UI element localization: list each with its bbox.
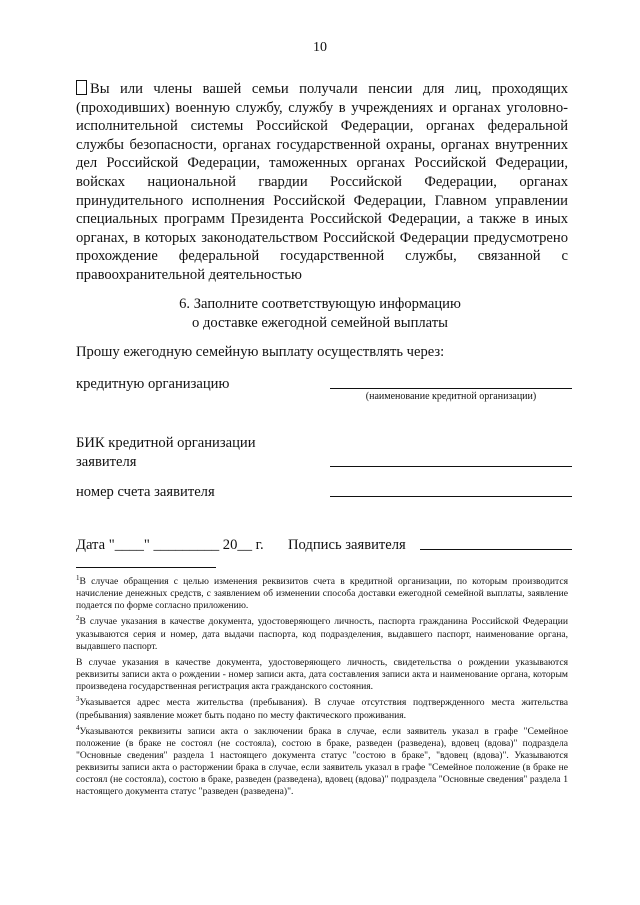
footnote-separator (76, 567, 216, 568)
pension-paragraph (76, 80, 568, 285)
delivery-request-text: Прошу ежегодную семейную выплату осуществлять через: (76, 344, 445, 360)
date-field[interactable]: Дата "____" _________ 20__ г. (76, 537, 264, 553)
account-label: номер счета заявителя (76, 484, 215, 500)
section-6-title (0, 295, 640, 332)
credit-org-label: кредитную организацию (76, 376, 230, 392)
bik-field[interactable] (330, 466, 572, 467)
bik-label-line1: БИК кредитной организации (76, 435, 256, 451)
footnote-4: $^4$Указываются реквизиты записи акта о заключении брака в случае, если заявитель указал в графе "Семейное положение (в браке не состоял (не состояла), состою в браке, разведен (разведена), вдовец (вдова)" подраздела "Основные сведения" раздела 1 настоящего документа статус "состою в браке", "вдовец (вдова)". Указываются реквизиты записи акта о расторжении брака в случае, если заявитель указал в графе "Семейное положение (в браке не состоял (не состояла), состою в браке, разведен (разведена), вдовец (вдова)" подраздела "Основные сведения" раздела 1 настоящего документа статус "разведен (разведена)". (76, 723, 568, 798)
pension-paragraph-text: Вы или члены вашей семьи получали пенсии для лиц, проходящих (проходивших) военную службу, службу в учреждениях и органах уголовно-исполнительной системы Российской Федерации, органах федеральной службы безопасности, органах государственной охраны, органах внутренних дел Российской Федерации, таможенных органах Российской Федерации, войсках национальной гвардии Российской Федерации, органах принудительного исполнения Российской Федерации, Главном управлении специальных программ Президента Российской Федерации, а также в иных органах, в которых законодательством Российской Федерации предусмотрено прохождение федеральной государственной службы, связанной с правоохранительной деятельностью (76, 81, 568, 283)
pension-checkbox[interactable] (76, 80, 87, 95)
footnote-3: $^3$Указывается адрес места жительства (пребывания). В случае отсутствия подтвержденного места жительства (пребывания) заявление может быть подано по месту фактического проживания. (76, 695, 568, 721)
account-field[interactable] (330, 496, 572, 497)
signature-field[interactable] (420, 549, 572, 550)
bik-label-line2: заявителя (76, 454, 137, 470)
section-6-title-line1: 6. Заполните соответствующую информацию (179, 296, 461, 312)
footnote-1: $^1$В случае обращения с целью изменения реквизитов счета в кредитной организации, по которым производится начисление денежных средств, с заявлением об изменении способа доставки ежегодной семейной выплаты, заявление подается по форме согласно приложению. (76, 574, 568, 612)
section-6-title-line2: о доставке ежегодной семейной выплаты (192, 314, 448, 331)
credit-org-caption: (наименование кредитной организации) (365, 391, 537, 402)
footnotes (76, 572, 568, 799)
footnote-2-continued: В случае указания в качестве документа, удостоверяющего личность, свидетельства о рождении указываются реквизиты записи акта о рождении - номер записи акта, дата составления записи акта и наименование органа, которым произведена государственная регистрация акта гражданского состояния. (76, 657, 568, 693)
page-number: 10 (313, 40, 327, 55)
credit-org-field[interactable] (330, 388, 572, 389)
footnote-2: $^2$В случае указания в качестве документа, удостоверяющего личность, паспорта гражданина Российской Федерации указываются серия и номер, дата выдачи паспорта, код подразделения, выдавшего паспорт, наименование органа, выдавшего паспорт. (76, 614, 568, 652)
signature-label: Подпись заявителя (288, 537, 406, 553)
